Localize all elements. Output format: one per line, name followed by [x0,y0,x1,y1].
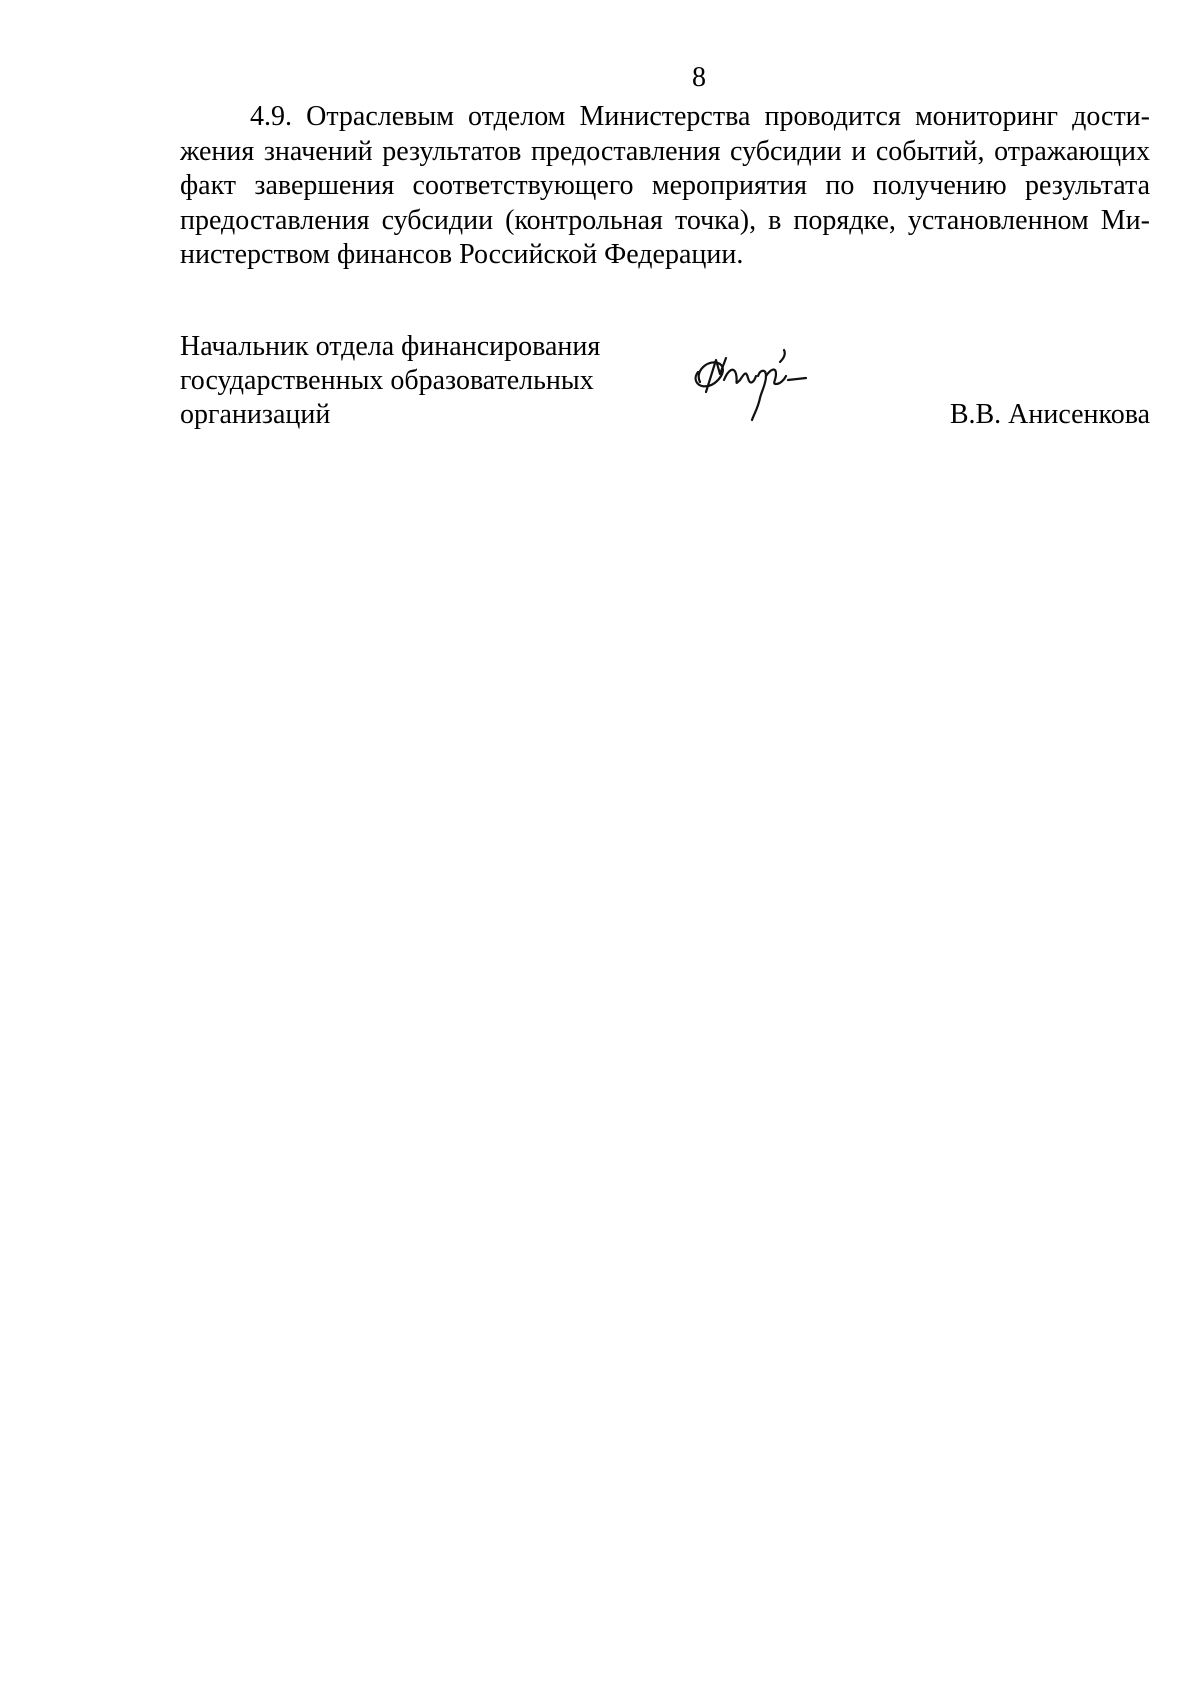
signer-title-line-2: государственных образовательных [180,365,594,396]
signer-name: В.В. Анисенкова [949,399,1150,430]
page-number: 8 [692,62,706,93]
signature-block [180,330,1150,450]
handwritten-signature-icon [680,340,840,440]
paragraph-4-9: 4.9. Отраслевым отделом Министерства проводится мониторинг достижения значений результатов предоставления субсидии и событий, отражающих факт завершения соответствующего мероприятия по получению результата предоставления субсидии (контрольная точка), в порядке, установленном Министерством финансов Российской Федерации. [180,101,1150,270]
signer-title-line-3: организаций [180,399,331,430]
signer-title [180,330,640,432]
signer-title-line-1: Начальник отдела финансирования [180,331,601,362]
